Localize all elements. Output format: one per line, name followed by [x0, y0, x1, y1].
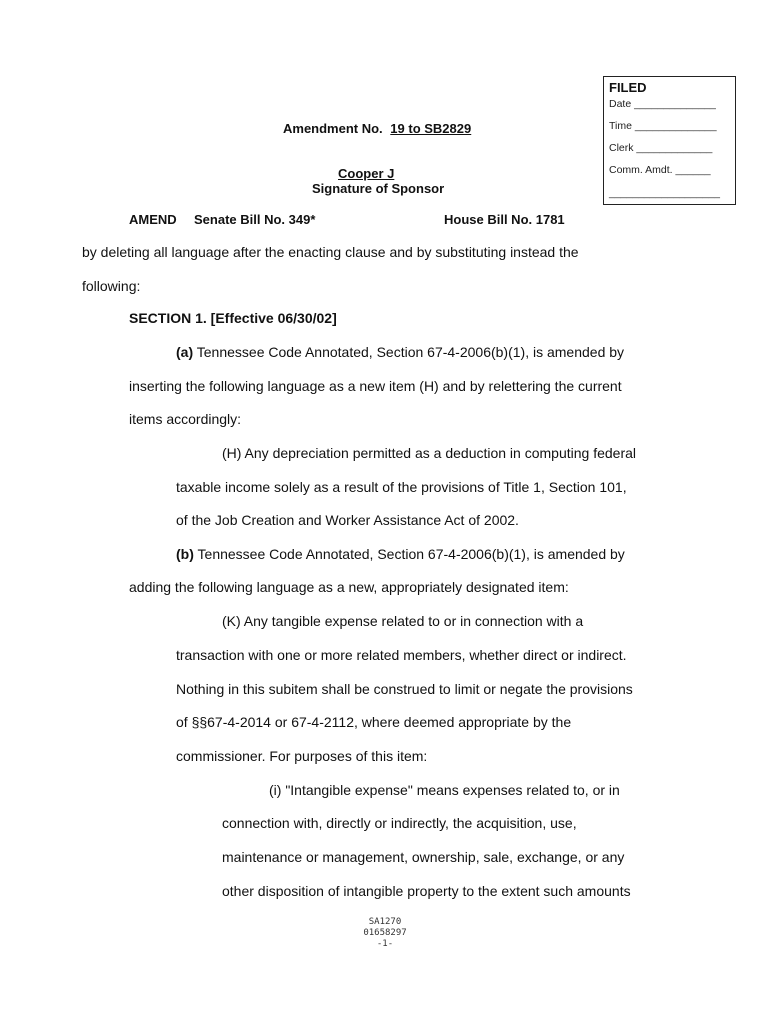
subsection-b-label: (b) [176, 546, 194, 562]
item-k-line: (K) Any tangible expense related to or in connection with a [222, 613, 584, 629]
subsection-b-text: Tennessee Code Annotated, Section 67-4-2006(b)(1), is amended by [193, 546, 625, 562]
body-line: adding the following language as a new, appropriately designated item: [129, 579, 569, 595]
filed-date-field: Date ______________ [609, 98, 716, 110]
section-heading: SECTION 1. [Effective 06/30/02] [129, 310, 337, 326]
body-line: connection with, directly or indirectly, the acquisition, use, [222, 815, 577, 831]
page-number: -1- [376, 939, 394, 949]
filed-box [603, 76, 736, 205]
footer-doc-number: 01658297 [363, 928, 407, 938]
body-line: items accordingly: [129, 411, 242, 427]
body-line: commissioner. For purposes of this item: [176, 748, 428, 764]
subsection-a-text: Tennessee Code Annotated, Section 67-4-2006(b)(1), is amended by [193, 344, 625, 360]
amendment-value: 19 to SB2829 [390, 121, 472, 136]
body-line: transaction with one or more related members, whether direct or indirect. [176, 647, 627, 663]
filed-title: FILED [609, 80, 647, 95]
subsection-a-label: (a) [176, 344, 194, 360]
amend-label: AMEND [129, 212, 177, 227]
filed-time-field: Time ______________ [609, 120, 717, 132]
body-line: following: [82, 278, 141, 294]
filed-signature-line: ___________________ [609, 187, 720, 199]
senate-bill-number: Senate Bill No. 349* [194, 212, 316, 227]
item-h-line: (H) Any depreciation permitted as a deduction in computing federal [222, 445, 637, 461]
amendment-number [283, 121, 471, 136]
sponsor-caption: Signature of Sponsor [312, 181, 445, 196]
footer-doc-code: SA1270 [368, 917, 402, 927]
house-bill-number: House Bill No. 1781 [444, 212, 565, 227]
subsection-b-line [176, 546, 625, 562]
filed-clerk-field: Clerk _____________ [609, 142, 713, 154]
filed-comm-amdt-field: Comm. Amdt. ______ [609, 164, 711, 176]
body-line: maintenance or management, ownership, sale, exchange, or any [222, 849, 625, 865]
body-line: inserting the following language as a new item (H) and by relettering the current [129, 378, 622, 394]
sponsor-name: Cooper J [338, 166, 395, 181]
body-line: of the Job Creation and Worker Assistance Act of 2002. [176, 512, 519, 528]
amendment-label: Amendment No. [283, 121, 383, 136]
body-line: Nothing in this subitem shall be construed to limit or negate the provisions [176, 681, 633, 697]
subitem-i-line: (i) "Intangible expense" means expenses related to, or in [269, 782, 620, 798]
body-line: by deleting all language after the enacting clause and by substituting instead the [82, 244, 579, 260]
subsection-a-line [176, 344, 624, 360]
body-line: other disposition of intangible property to the extent such amounts [222, 883, 631, 899]
body-line: of §§67-4-2014 or 67-4-2112, where deemed appropriate by the [176, 714, 572, 730]
body-line: taxable income solely as a result of the provisions of Title 1, Section 101, [176, 479, 627, 495]
